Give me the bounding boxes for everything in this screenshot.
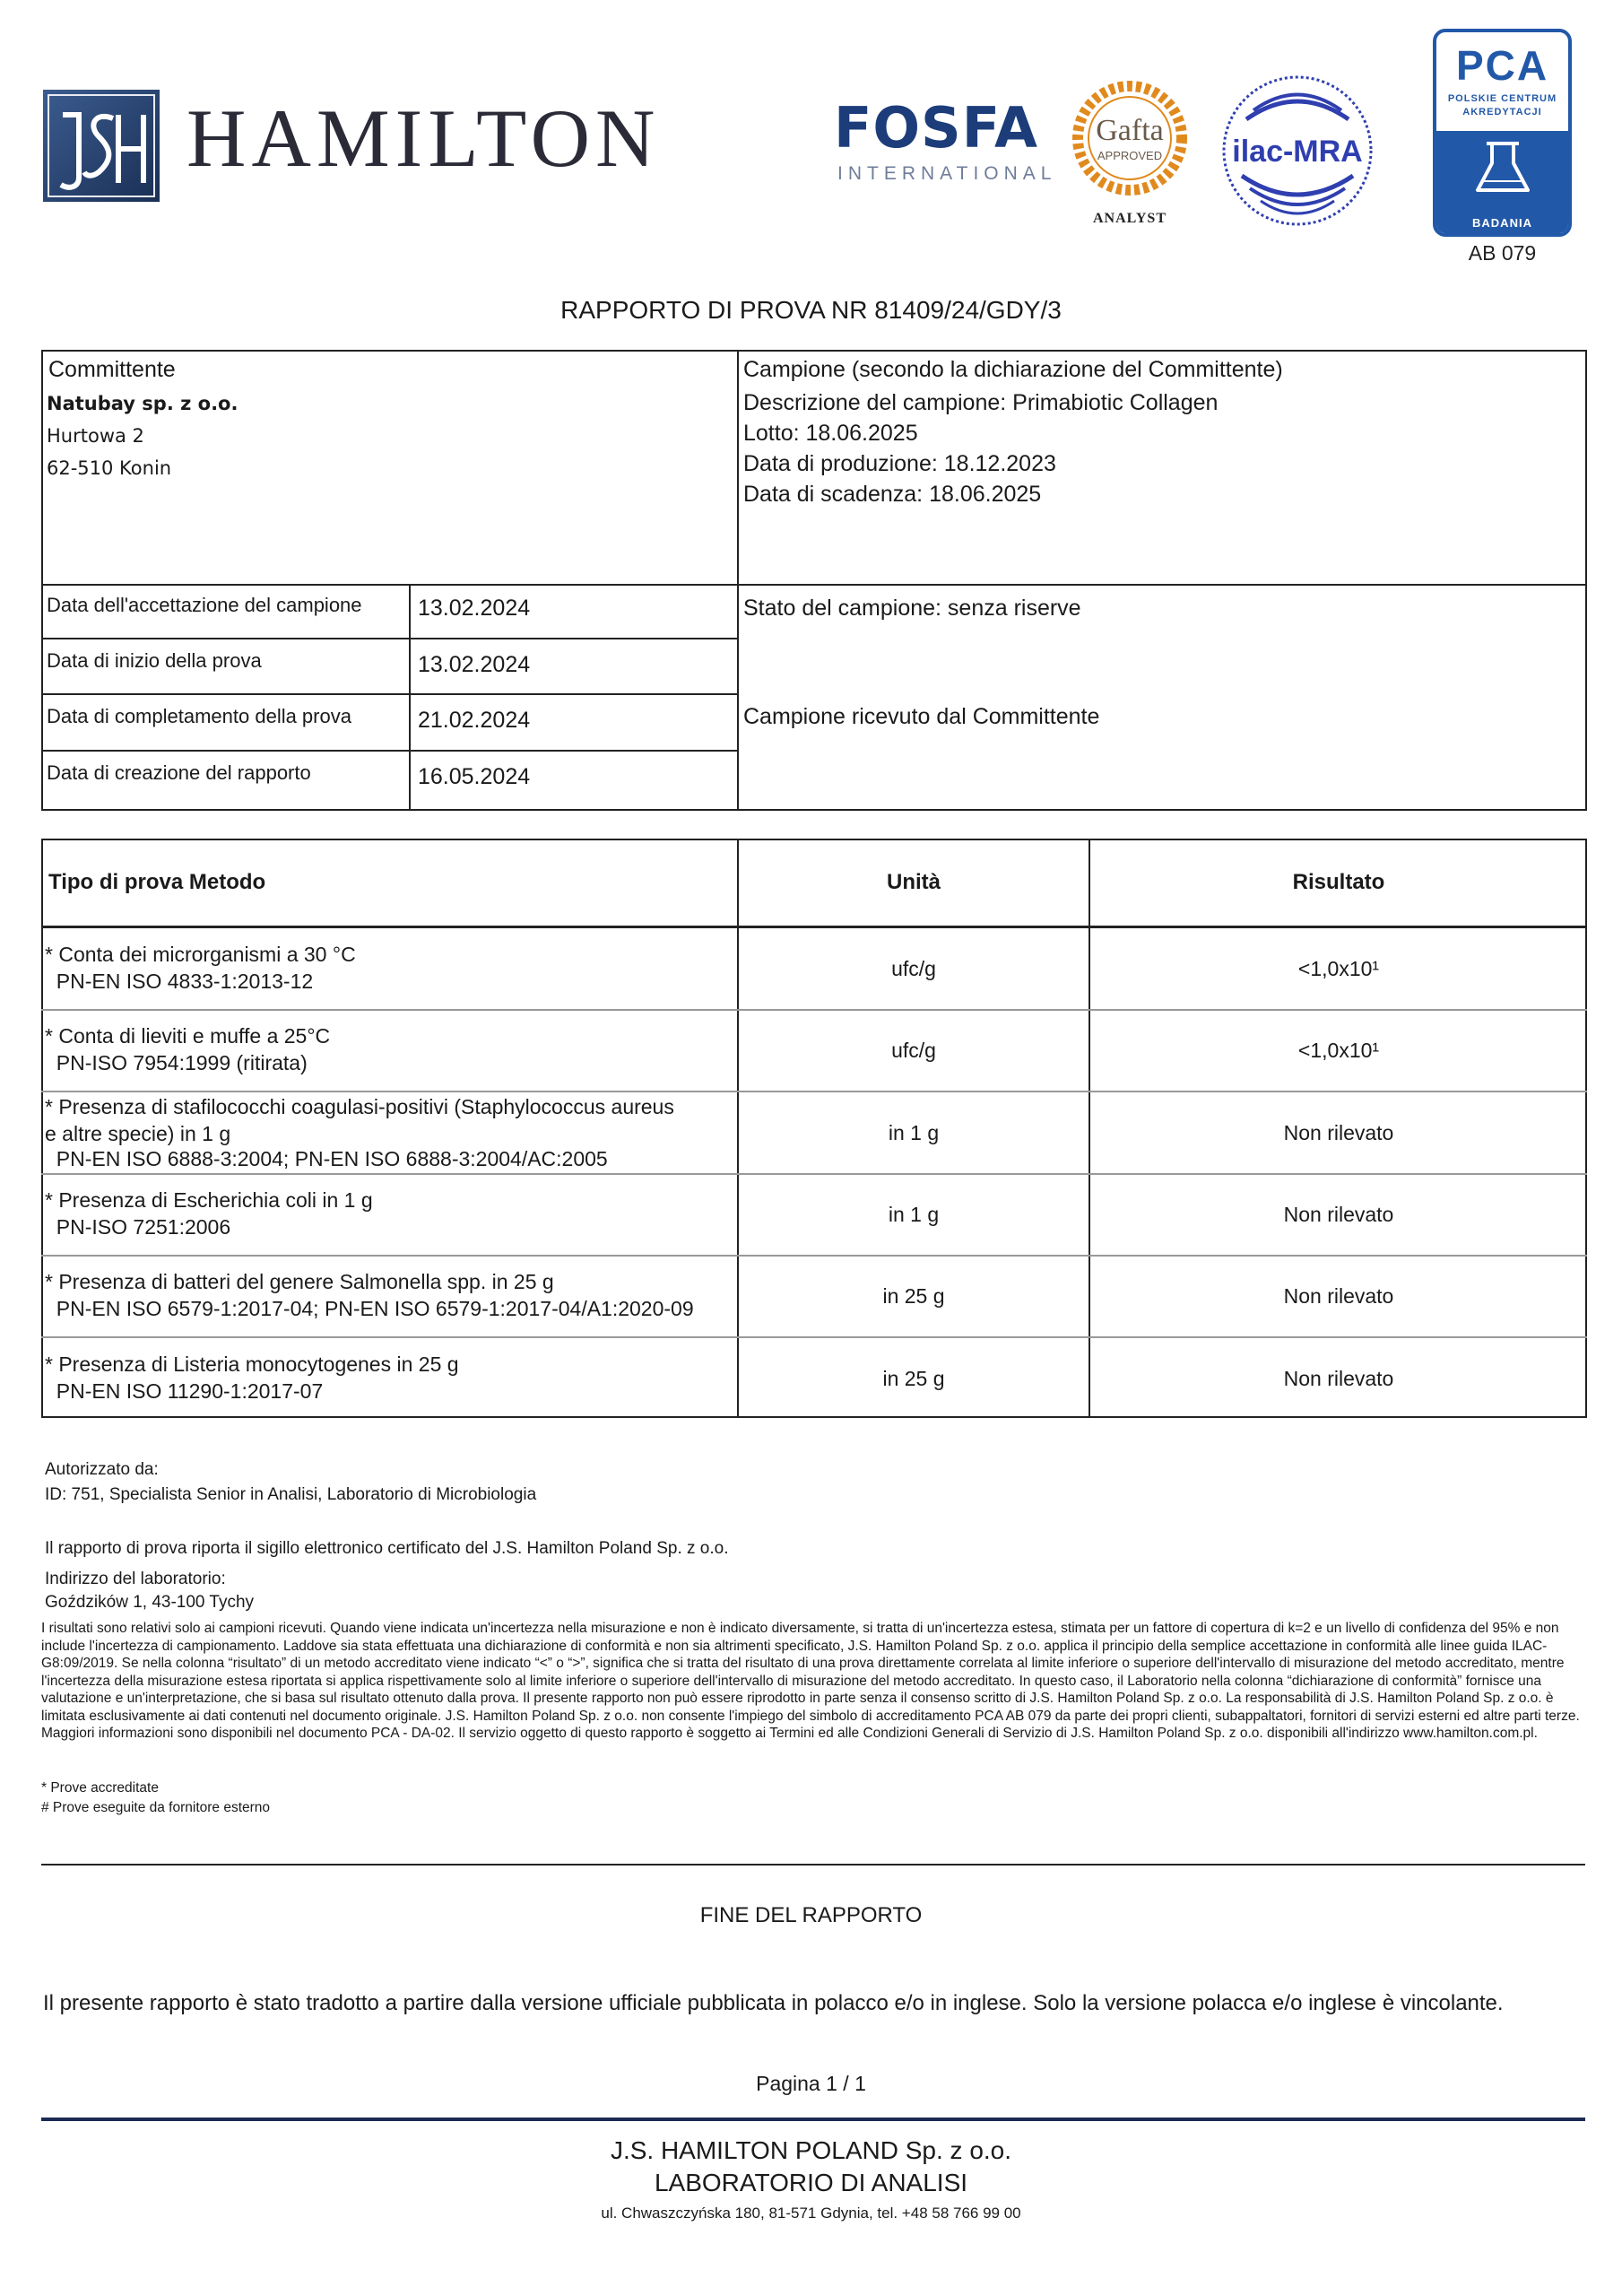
footer-divider [41,2118,1585,2121]
authorized-label: Autorizzato da: [45,1460,159,1479]
test-name-cont: e altre specie) in 1 g [45,1122,231,1145]
date-label: Data di completamento della prova [47,705,351,727]
gafta-approved: APPROVED [1097,149,1163,162]
results-header-unit: Unità [887,870,941,894]
test-name: * Conta dei microrganismi a 30 °C [45,943,356,966]
results-row-divider [41,1255,1587,1257]
table-divider [41,584,1587,586]
test-unit: ufc/g [891,957,936,980]
translation-note: Il presente rapporto è stato tradotto a partire dalla versione ufficiale pubblicata in polacco e/o in inglese. Solo la versione polacca e/o inglese è vincolante. [43,1991,1504,2015]
gafta-logo [1063,74,1197,230]
date-value: 16.05.2024 [418,764,531,789]
table-divider [41,638,739,639]
test-unit: in 25 g [882,1367,945,1390]
test-name: * Conta di lieviti e muffe a 25°C [45,1024,331,1048]
results-header-result: Risultato [1292,870,1385,894]
footer-company: J.S. HAMILTON POLAND Sp. z o.o. [610,2136,1012,2164]
lab-address-value: Goździków 1, 43-100 Tychy [45,1593,255,1612]
test-result: Non rilevato [1283,1367,1394,1390]
pca-accreditation-logo [1433,29,1572,237]
client-address-line2: 62-510 Konin [47,457,172,479]
electronic-seal-note: Il rapporto di prova riporta il sigillo elettronico certificato del J.S. Hamilton Poland Sp. z o.o. [45,1539,729,1558]
test-method: PN-ISO 7251:2006 [45,1215,231,1239]
sample-lot: Lotto: 18.06.2025 [743,421,918,446]
test-name: * Presenza di stafilococchi coagulasi-positivi (Staphylococcus aureus [45,1095,674,1118]
pca-badania-label: BADANIA [1472,216,1532,230]
hamilton-monogram-logo [43,90,160,202]
fosfa-subtitle: INTERNATIONAL [837,163,1057,184]
ilac-wordmark: ilac-MRA [1232,135,1363,169]
footer-address: ul. Chwaszczyńska 180, 81-571 Gdynia, tel. +48 58 766 99 00 [601,2205,1021,2222]
client-sample-table [41,350,1587,811]
table-divider [737,350,739,811]
gafta-analyst-label: ANALYST [1093,211,1167,226]
test-method: PN-EN ISO 4833-1:2013-12 [45,970,314,993]
page-number: Pagina 1 / 1 [756,2072,866,2095]
test-unit: ufc/g [891,1039,936,1062]
results-row-divider [41,1091,1587,1092]
test-unit: in 25 g [882,1284,945,1308]
results-row-divider [41,1173,1587,1175]
letterhead [0,0,1622,269]
test-result: <1,0x10¹ [1297,957,1380,980]
end-of-report: FINE DEL RAPPORTO [699,1903,923,1927]
pca-wordmark: PCA [1455,42,1549,89]
sample-heading: Campione (secondo la dichiarazione del Committente) [743,357,1283,382]
legal-disclaimer: I risultati sono relativi solo ai campioni ricevuti. Quando viene indicata un'incertezza nella misurazione e non è indicato diversamente, si tratta di un'incertezza estesa, stimata per un fattore di copertura di k=2 e un livello di confidenza del 95% e non include l'incertezza di campionamento. Laddove sia stata effettuata una dichiarazione di conformità e non sia altrimenti specificato, J.S. Hamilton Poland Sp. z o.o. applica il principio della semplice accettazione in conformità alle linee guida ILAC-G8:09/2019. Se nella colonna “risultato” di un metodo accreditato viene indicato “<” o “>”, significa che si tratta del risultato di una prova direttamente correlata al limite inferiore o superiore dell'intervallo di misurazione del metodo accreditato, mentre l'incertezza della misurazione estesa riportata si applica rispettivamente solo al limite inferiore o superiore dell'intervallo di misurazione del metodo accreditato. In questo caso, il Laboratorio nella colonna “dichiarazione di conformità” fornisce una valutazione e un'interpretazione, che si basa sul risultato ottenuto dalla prova. Il presente rapporto non può essere riprodotto in parte senza il consenso scritto di J.S. Hamilton Poland Sp. z o.o. La responsabilità di J.S. Hamilton Poland Sp. z o.o. è limitata esclusivamente ai dati contenuti nel documento originale. J.S. Hamilton Poland Sp. z o.o. non consente l'impiego del simbolo di accreditamento PCA AB 079 da parte dei propri clienti, subappaltatori, fornitori di servizi esterni ed altre parti terze. Maggiori informazioni sono disponibili nel documento PCA - DA-02. Il servizio oggetto di questo rapporto è soggetto ai Termini ed alle Condizioni Generali di Servizio di J.S. Hamilton Poland Sp. z o.o. disponibili all'indirizzo www.hamilton.com.pl. [41,1621,1580,1741]
test-name: * Presenza di batteri del genere Salmonella spp. in 25 g [45,1270,554,1293]
sample-state: Stato del campione: senza riserve [743,596,1081,621]
date-label: Data di inizio della prova [47,649,262,672]
sample-production-date: Data di produzione: 18.12.2023 [743,451,1056,476]
pca-subtitle-1: POLSKIE CENTRUM [1447,93,1557,104]
lab-address-label: Indirizzo del laboratorio: [45,1570,226,1588]
test-method: PN-EN ISO 6579-1:2017-04; PN-EN ISO 6579-1:2017-04/A1:2020-09 [45,1297,694,1320]
test-result: Non rilevato [1283,1121,1394,1144]
authorized-person: ID: 751, Specialista Senior in Analisi, Laboratorio di Microbiologia [45,1485,537,1504]
table-divider [41,693,739,695]
results-row-divider [41,1009,1587,1011]
footer-lab: LABORATORIO DI ANALISI [654,2169,968,2196]
test-unit: in 1 g [888,1203,940,1226]
date-label: Data dell'accettazione del campione [47,594,362,616]
legend-accredited: * Prove accreditate [41,1780,159,1796]
client-name: Natubay sp. z o.o. [47,393,239,414]
test-name: * Presenza di Escherichia coli in 1 g [45,1188,373,1212]
pca-badge-box [1436,131,1568,237]
legend-external: # Prove eseguite da fornitore esterno [41,1800,271,1815]
date-value: 13.02.2024 [418,596,531,621]
gafta-wordmark: Gafta [1096,114,1164,147]
client-heading: Committente [48,357,176,382]
sample-description: Descrizione del campione: Primabiotic Collagen [743,390,1219,415]
test-method: PN-ISO 7954:1999 (ritirata) [45,1051,308,1074]
fosfa-wordmark: FOSFA [834,95,1038,161]
report-title: RAPPORTO DI PROVA NR 81409/24/GDY/3 [560,296,1062,324]
accreditation-code: AB 079 [1468,241,1537,265]
date-value: 21.02.2024 [418,708,531,733]
fosfa-logo [834,95,1057,190]
flask-icon [1436,131,1568,203]
table-divider [41,750,739,752]
sample-expiry-date: Data di scadenza: 18.06.2025 [743,482,1042,507]
section-divider [41,1864,1585,1866]
results-header-test: Tipo di prova Metodo [48,870,266,894]
test-method: PN-EN ISO 6888-3:2004; PN-EN ISO 6888-3:2004/AC:2005 [45,1147,608,1170]
pca-subtitle-2: AKREDYTACJI [1462,107,1542,117]
results-header-rule [41,926,1587,928]
client-address-line1: Hurtowa 2 [47,425,144,447]
date-value: 13.02.2024 [418,652,531,677]
test-name: * Presenza di Listeria monocytogenes in 25 g [45,1352,459,1376]
company-wordmark: HAMILTON [186,92,661,184]
sample-received: Campione ricevuto dal Committente [743,704,1100,729]
date-label: Data di creazione del rapporto [47,761,311,784]
ilac-mra-logo [1219,70,1376,231]
test-result: Non rilevato [1283,1284,1394,1308]
test-result: <1,0x10¹ [1297,1039,1380,1062]
table-divider [409,584,411,811]
results-row-divider [41,1336,1587,1338]
gafta-wreath-icon [1063,74,1197,208]
test-method: PN-EN ISO 11290-1:2017-07 [45,1379,324,1403]
test-unit: in 1 g [888,1121,940,1144]
test-result: Non rilevato [1283,1203,1394,1226]
